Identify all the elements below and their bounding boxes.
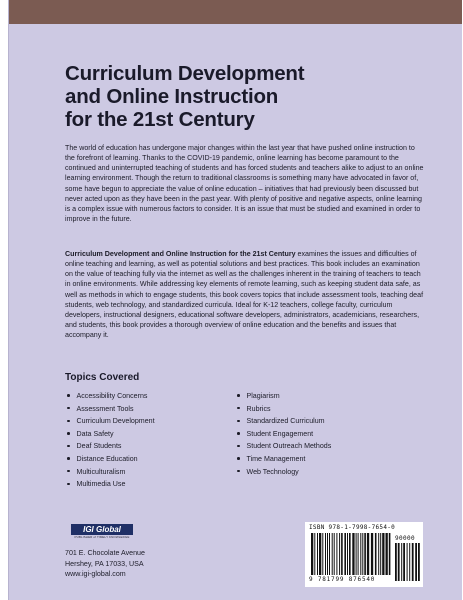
topics-heading: Topics Covered [65, 372, 140, 383]
price-code: 90000 [395, 535, 416, 542]
topic-item: Rubrics [235, 403, 331, 416]
bullet-icon [237, 407, 240, 410]
publisher-website: www.igi-global.com [65, 570, 126, 578]
topic-item: Student Engagement [235, 428, 331, 441]
topic-item: Data Safety [65, 428, 155, 441]
description-paragraph [65, 249, 425, 340]
bullet-icon [67, 457, 70, 460]
bullet-icon [67, 432, 70, 435]
address-line-1: 701 E. Chocolate Avenue [65, 549, 145, 557]
top-color-band [9, 0, 462, 24]
bullet-icon [237, 394, 240, 397]
topic-item: Curriculum Development [65, 415, 155, 428]
address-line-2: Hershey, PA 17033, USA [65, 559, 144, 568]
topics-list-right [235, 390, 331, 478]
topic-item: Standardized Curriculum [235, 415, 331, 428]
bullet-icon [237, 445, 240, 448]
bullet-icon [67, 407, 70, 410]
topic-item: Multiculturalism [65, 466, 155, 479]
topic-item: Deaf Students [65, 440, 155, 453]
logo-name: IGI Global [71, 524, 133, 535]
isbn-barcode [305, 522, 423, 587]
logo-tagline: PUBLISHER of TIMELY KNOWLEDGE [74, 535, 130, 539]
bullet-icon [67, 445, 70, 448]
topic-item: Time Management [235, 453, 331, 466]
bullet-icon [67, 483, 70, 486]
topics-list-left [65, 390, 155, 491]
isbn-number: ISBN 978-1-7998-7654-0 [309, 524, 396, 531]
title-line-1: Curriculum Development [65, 62, 305, 85]
topic-item: Accessibility Concerns [65, 390, 155, 403]
topic-item: Multimedia Use [65, 478, 155, 491]
intro-paragraph: The world of education has undergone major changes within the last year that have pushed online instruction to the forefront of learning. Thanks to the COVID-19 pandemic, online learning has become paramount to the continued and uninterrupted teaching of students and has forced students and teachers alike to adjust to an online learning environment. Though the return to traditional classrooms is something many have advocated in favor of, some have begun to appreciate the value of online education – initiatives that had previously been discussed but never acted upon as they have been in the past year. With plenty of positive and negative aspects, online learning is a complex issue with numerous factors to consider. It is an issue that must be studied and examined in order to improve in the future. [65, 144, 424, 224]
bullet-icon [237, 470, 240, 473]
title-line-3: for the 21st Century [65, 108, 255, 131]
bullet-icon [237, 432, 240, 435]
description-text: examines the issues and difficulties of online teaching and learning, as well as potential solutions and best practices. This book includes an examination on the value of teaching fully via the internet as well as the challenges inherent in the training of teachers to teach in online environments. While addressing key elements of remote learning, such as keeping student data safe, as well as methods in which to engage students, this book covers topics that include assessment tools, teaching deaf students, web technology, and standardized curricula. Ideal for K-12 teachers, college faculty, curriculum developers, instructional designers, educational software developers, administrators, academicians, researchers, and students, this book provides a thorough overview of online education and the benefits and issues that accompany it. [65, 250, 424, 340]
title-line-2: and Online Instruction [65, 85, 279, 108]
book-title [65, 62, 425, 131]
description-bold-title: Curriculum Development and Online Instruction for the 21st Century [65, 250, 296, 258]
bullet-icon [237, 420, 240, 423]
publisher-logo [71, 524, 133, 541]
topic-item: Plagiarism [235, 390, 331, 403]
topic-item: Assessment Tools [65, 403, 155, 416]
topic-item: Student Outreach Methods [235, 440, 331, 453]
back-cover [8, 0, 462, 600]
topic-item: Distance Education [65, 453, 155, 466]
bullet-icon [67, 420, 70, 423]
bullet-icon [237, 457, 240, 460]
bullet-icon [67, 470, 70, 473]
bullet-icon [67, 394, 70, 397]
topic-item: Web Technology [235, 466, 331, 479]
publisher-address [65, 548, 145, 580]
barcode-digits: 9 781799 876540 [309, 576, 376, 583]
